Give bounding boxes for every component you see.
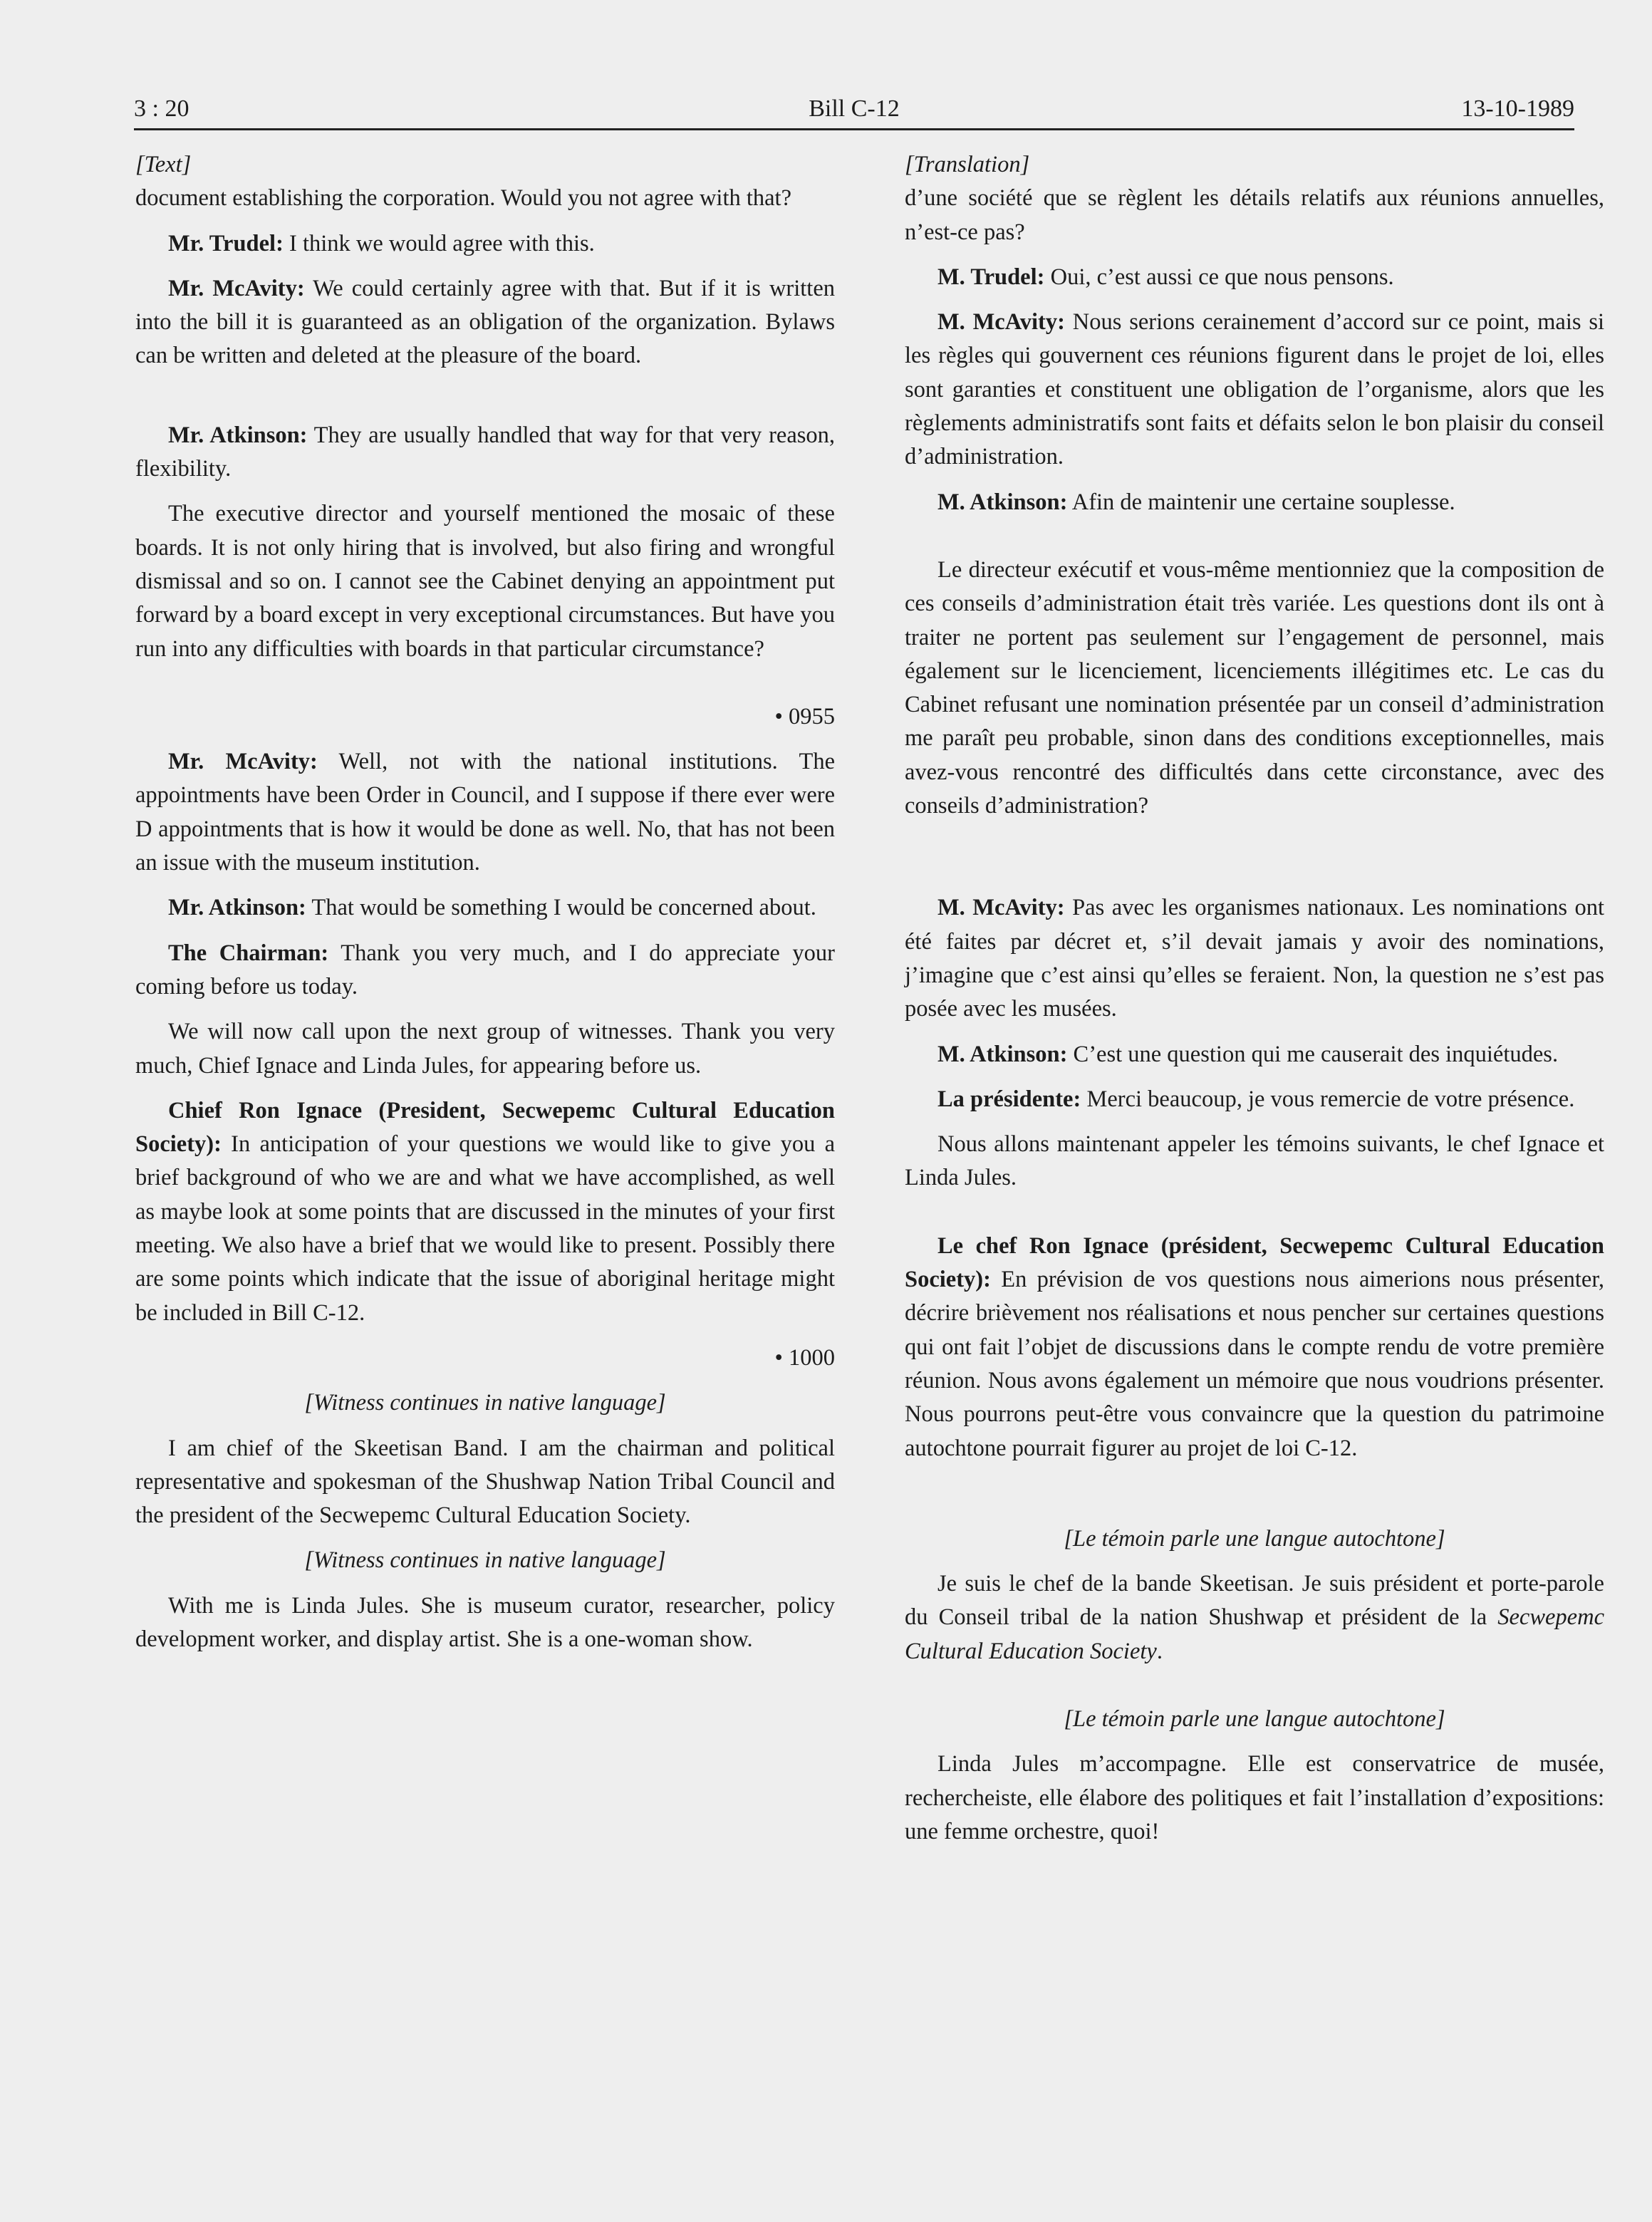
french-column	[905, 148, 1604, 1849]
speech-chief	[135, 1094, 835, 1330]
speech-text: They are usually handled that way for that very reason, flexibility.	[135, 422, 836, 482]
speech-text: Afin de maintenir une certaine souplesse.	[1067, 489, 1455, 515]
speech-text: Well, not with the national institutions. The appointments have been Order in Council, and I suppose if there ever were D appointments that is how it would be done as well. No, that has not been an issue with the museum institution.	[135, 749, 835, 876]
paragraph-linda: With me is Linda Jules. She is museum curator, researcher, policy development worker, and display artist. She is a one-woman show.	[135, 1592, 835, 1652]
speaker-name: M. Trudel:	[937, 264, 1045, 290]
native-language-note: [Witness continues in native language]	[304, 1547, 666, 1574]
speaker-name: M. Atkinson:	[937, 1041, 1068, 1067]
speech-atkinson-2	[135, 891, 835, 925]
speaker-name: M. McAvity:	[937, 309, 1065, 336]
speech-chairman	[135, 937, 835, 1004]
paragraph-text: .	[1156, 1638, 1163, 1664]
speech-mcavity-1	[905, 306, 1604, 474]
paragraph-text: Je suis le chef de la bande Skeetisan. Je suis président et porte-parole du Conseil tribal de la nation Shushwap et président de la	[905, 1571, 1604, 1631]
speaker-name: M. McAvity:	[937, 895, 1065, 921]
speech-text: Thank you very much, and I do appreciate your coming before us today.	[135, 940, 835, 1000]
paragraph-next-witnesses: We will now call upon the next group of witnesses. Thank you very much, Chief Ignace and Linda Jules, for appearing before us.	[135, 1019, 835, 1079]
speaker-name: Le chef Ron Ignace (président, Secwepemc Cultural Education Society):	[905, 1232, 1604, 1293]
time-stamp: • 1000	[774, 1344, 835, 1371]
speech-text: I think we would agree with this.	[283, 230, 595, 256]
speech-chair	[905, 1083, 1604, 1116]
speaker-name: Mr. Atkinson:	[168, 422, 308, 448]
speaker-name: Mr. McAvity:	[168, 749, 318, 775]
paragraph-chief-intro	[905, 1567, 1604, 1668]
native-language-note: [Witness continues in native language]	[304, 1390, 666, 1416]
native-language-note: [Le témoin parle une langue autochtone]	[1064, 1525, 1445, 1552]
paragraph-next-witnesses: Nous allons maintenant appeler les témoins suivants, le chef Ignace et Linda Jules.	[905, 1131, 1604, 1191]
paragraph-linda: Linda Jules m’accompagne. Elle est conservatrice de musée, rechercheiste, elle élabore des politiques et fait l’installation d’expositions: une femme orchestre, quoi!	[905, 1751, 1604, 1844]
paragraph-chief-intro: I am chief of the Skeetisan Band. I am the chairman and political representative and spokesman of the Shushwap Nation Tribal Council and the president of the Secwepemc Cultural Education Society.	[135, 1435, 835, 1529]
speech-trudel	[905, 261, 1604, 294]
speech-atkinson-1	[135, 419, 835, 487]
speaker-name: Mr. Trudel:	[168, 230, 284, 256]
society-name: Secwepemc Cultural Education Society	[905, 1604, 1604, 1664]
speech-text: Pas avec les organismes nationaux. Les nominations ont été faites par décret et, s’il devait jamais y avoir des nominations, j’imagine que c’est ainsi qu’elles se feraient. Non, la question ne s’est pas posée avec les musées.	[905, 895, 1604, 1022]
speech-text: Nous serions cerainement d’accord sur ce point, mais si les règles qui gouvernent ces réunions figurent dans le projet de loi, elles sont garanties et constituent une obligation de l’organisme, alors que les règlements administratifs sont faits et défaits selon le bon plaisir du conseil d’administration.	[905, 309, 1604, 470]
speech-text: C’est une question qui me causerait des inquiétudes.	[1067, 1041, 1559, 1067]
paragraph: document establishing the corporation. Would you not agree with that?	[135, 185, 792, 212]
speech-chief	[905, 1230, 1604, 1465]
speaker-name: The Chairman:	[168, 940, 329, 966]
section-label-text: [Translation]	[905, 152, 1030, 177]
speech-text: Merci beaucoup, je vous remercie de votre présence.	[1081, 1086, 1575, 1112]
page-date: 13-10-1989	[1461, 95, 1574, 122]
speech-atkinson-1	[905, 486, 1604, 519]
native-language-note: [Le témoin parle une langue autochtone]	[1064, 1706, 1445, 1732]
speaker-name: La présidente:	[937, 1086, 1081, 1112]
english-column	[135, 148, 835, 1656]
speech-mcavity-2	[905, 891, 1604, 1026]
paragraph: d’une société que se règlent les détails relatifs aux réunions annuelles, n’est-ce pas?	[905, 185, 1604, 245]
speech-atkinson-2	[905, 1038, 1604, 1071]
header-rule	[134, 128, 1574, 130]
bill-title: Bill C-12	[809, 95, 900, 122]
speech-mcavity-1	[135, 272, 835, 373]
section-label-text: [Text]	[135, 152, 192, 177]
speech-text: In anticipation of your questions we would like to give you a brief background of who we are and what we have accomplished, as well as maybe look at some points that are discussed in the minutes of your first meeting. We also have a brief that we would like to present. Possibly there are some points which indicate that the issue of aboriginal heritage might be included in Bill C-12.	[135, 1131, 835, 1326]
speech-text: Oui, c’est aussi ce que nous pensons.	[1044, 264, 1394, 290]
paragraph-executive: Le directeur exécutif et vous-même mentionniez que la composition de ces conseils d’administration était très variée. Les questions dont ils ont à traiter ne portent pas seulement sur l’engagement de personnel, mais également sur le licenciement, licenciements illégitimes etc. Le cas du Cabinet refusant une nomination présentée par un conseil d’administration me paraît peu probable, sinon dans des conditions exceptionnelles, mais avez-vous rencontré des difficultés dans cette circonstance, avec des conseils d’administration?	[905, 556, 1604, 819]
time-stamp: • 0955	[774, 703, 835, 730]
speaker-name: M. Atkinson:	[937, 489, 1068, 515]
speech-text: En prévision de vos questions nous aimerions nous présenter, décrire brièvement nos réalisations et nous pencher sur certaines questions qui ont fait l’objet de discussions dans le compte rendu de votre première réunion. Nous avons également un mémoire que nous voudrions présenter. Nous pourrons peut-être vous convaincre que la question du patrimoine autochtone pourrait figurer au projet de loi C-12.	[905, 1267, 1604, 1461]
speech-text: We could certainly agree with that. But if it is written into the bill it is guaranteed as an obligation of the organization. Bylaws can be written and deleted at the pleasure of the board.	[135, 275, 836, 369]
speaker-name: Mr. McAvity:	[168, 275, 305, 301]
page-header	[134, 91, 1574, 127]
speech-text: That would be something I would be concerned about.	[306, 895, 816, 921]
speaker-name: Chief Ron Ignace (President, Secwepemc Cultural Education Society):	[135, 1097, 835, 1158]
speaker-name: Mr. Atkinson:	[168, 895, 306, 921]
paragraph-executive: The executive director and yourself mentioned the mosaic of these boards. It is not only hiring that is involved, but also firing and wrongful dismissal and so on. I cannot see the Cabinet denying an appointment put forward by a board except in very exceptional circumstances. But have you run into any difficulties with boards in that particular circumstance?	[135, 501, 835, 662]
speech-trudel	[135, 227, 835, 261]
page-number: 3 : 20	[134, 95, 189, 122]
speech-mcavity-2	[135, 745, 835, 880]
